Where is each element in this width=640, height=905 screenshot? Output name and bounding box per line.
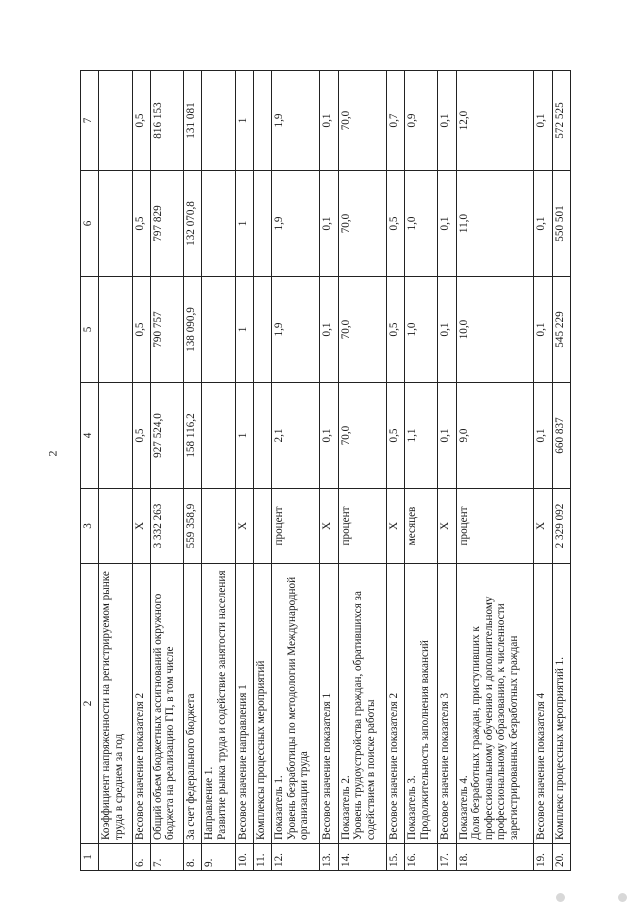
value-col-4: 660 837 (552, 383, 570, 489)
row-number: 6. (132, 844, 150, 871)
table-row (253, 71, 271, 871)
row-number: 12. (272, 844, 320, 871)
value-col-6 (253, 171, 271, 277)
column-header: 1 (81, 844, 99, 871)
indicator-name: Комплекс процессных мероприятий 1. (552, 564, 570, 844)
value-col-6: 70,0 (338, 171, 386, 277)
value-col-7: 1,9 (272, 71, 320, 171)
value-col-6: 0,5 (386, 171, 404, 277)
table-row (272, 71, 320, 871)
value-col-7: 816 153 (150, 71, 183, 171)
indicator-name: Направление 1. Развитие рынка труда и содействие занятости населения (202, 564, 235, 844)
value-col-6: 0,1 (534, 171, 552, 277)
rotated-table-container (80, 71, 571, 871)
table-row (320, 71, 338, 871)
value-col-7 (99, 71, 132, 171)
indicator-name: Весовое значение показателя 1 (320, 564, 338, 844)
value-col-5: 0,1 (320, 277, 338, 383)
unit-or-total: Х (320, 489, 338, 564)
row-number: 9. (202, 844, 235, 871)
value-col-7: 0,1 (534, 71, 552, 171)
unit-or-total (253, 489, 271, 564)
value-col-7: 12,0 (456, 71, 534, 171)
indicator-name: Весовое значение показателя 2 (132, 564, 150, 844)
unit-or-total: месяцев (405, 489, 438, 564)
value-col-4: 2,1 (272, 383, 320, 489)
value-col-7: 0,5 (132, 71, 150, 171)
unit-or-total: 559 358,9 (184, 489, 202, 564)
value-col-5: 70,0 (338, 277, 386, 383)
column-header: 3 (81, 489, 99, 564)
value-col-7: 70,0 (338, 71, 386, 171)
table-row (150, 71, 183, 871)
value-col-6: 1,9 (272, 171, 320, 277)
row-number: 8. (184, 844, 202, 871)
value-col-4 (99, 383, 132, 489)
value-col-7: 0,9 (405, 71, 438, 171)
value-col-4: 70,0 (338, 383, 386, 489)
unit-or-total: Х (438, 489, 456, 564)
value-col-6: 0,5 (132, 171, 150, 277)
indicator-table (80, 70, 571, 871)
value-col-5: 0,1 (438, 277, 456, 383)
unit-or-total: Х (534, 489, 552, 564)
indicator-name: Весовое значение показателя 2 (386, 564, 404, 844)
value-col-4: 0,5 (132, 383, 150, 489)
value-col-5 (202, 277, 235, 383)
indicator-name: Общий объем бюджетных ассигнований окружного бюджета на реализацию ГП, в том числе (150, 564, 183, 844)
value-col-5: 790 757 (150, 277, 183, 383)
value-col-4: 0,1 (320, 383, 338, 489)
unit-or-total: Х (386, 489, 404, 564)
column-header: 2 (81, 564, 99, 844)
indicator-name: Коэффициент напряженности на регистрируемом рынке труда в среднем за год (99, 564, 132, 844)
value-col-5: 0,5 (386, 277, 404, 383)
row-number: 13. (320, 844, 338, 871)
table-row (405, 71, 438, 871)
unit-or-total: 3 332 263 (150, 489, 183, 564)
value-col-5 (253, 277, 271, 383)
table-row (456, 71, 534, 871)
table-row (338, 71, 386, 871)
value-col-4 (202, 383, 235, 489)
value-col-7 (253, 71, 271, 171)
value-col-4: 0,5 (386, 383, 404, 489)
row-number: 14. (338, 844, 386, 871)
value-col-7 (202, 71, 235, 171)
value-col-7: 572 525 (552, 71, 570, 171)
scan-artifact (556, 893, 565, 902)
table-row (386, 71, 404, 871)
row-number: 15. (386, 844, 404, 871)
row-number: 11. (253, 844, 271, 871)
value-col-6 (202, 171, 235, 277)
column-header: 6 (81, 171, 99, 277)
indicator-name: Весовое значение показателя 4 (534, 564, 552, 844)
column-header: 5 (81, 277, 99, 383)
row-number: 7. (150, 844, 183, 871)
value-col-4: 1,1 (405, 383, 438, 489)
value-col-6: 797 829 (150, 171, 183, 277)
value-col-4: 158 116,2 (184, 383, 202, 489)
value-col-6: 550 501 (552, 171, 570, 277)
row-number: 20. (552, 844, 570, 871)
row-number: 10. (235, 844, 253, 871)
value-col-5: 0,1 (534, 277, 552, 383)
table-header-row (81, 71, 99, 871)
value-col-5: 545 229 (552, 277, 570, 383)
value-col-5: 10,0 (456, 277, 534, 383)
value-col-4: 0,1 (438, 383, 456, 489)
row-number: 16. (405, 844, 438, 871)
value-col-6: 1 (235, 171, 253, 277)
unit-or-total (99, 489, 132, 564)
unit-or-total: процент (338, 489, 386, 564)
table-row (552, 71, 570, 871)
value-col-5: 1 (235, 277, 253, 383)
table-row (534, 71, 552, 871)
value-col-4 (253, 383, 271, 489)
indicator-name: За счет федерального бюджета (184, 564, 202, 844)
row-number: 18. (456, 844, 534, 871)
value-col-4: 927 524,0 (150, 383, 183, 489)
value-col-7: 0,1 (438, 71, 456, 171)
table-row (438, 71, 456, 871)
indicator-name: Показатель 3. Продолжительность заполнения вакансий (405, 564, 438, 844)
value-col-5: 0,5 (132, 277, 150, 383)
value-col-7: 1 (235, 71, 253, 171)
table-row (235, 71, 253, 871)
indicator-name: Показатель 4. Доля безработных граждан, приступивших к профессиональному обучению и дополнительному профессиональному образованию, к численности зарегистрированных безработных граждан (456, 564, 534, 844)
value-col-6: 1,0 (405, 171, 438, 277)
value-col-5: 1,9 (272, 277, 320, 383)
value-col-5 (99, 277, 132, 383)
value-col-4: 0,1 (534, 383, 552, 489)
indicator-name: Весовое значение показателя 3 (438, 564, 456, 844)
row-number: 19. (534, 844, 552, 871)
value-col-5: 138 090,9 (184, 277, 202, 383)
scan-artifact (618, 893, 627, 902)
row-number (99, 844, 132, 871)
value-col-7: 0,1 (320, 71, 338, 171)
table-row (99, 71, 132, 871)
value-col-5: 1,0 (405, 277, 438, 383)
unit-or-total: процент (456, 489, 534, 564)
indicator-name: Показатель 1. Уровень безработицы по методологии Международной организации труда (272, 564, 320, 844)
value-col-6: 11,0 (456, 171, 534, 277)
row-number: 17. (438, 844, 456, 871)
table-row (132, 71, 150, 871)
value-col-6 (99, 171, 132, 277)
unit-or-total (202, 489, 235, 564)
unit-or-total: Х (132, 489, 150, 564)
value-col-6: 132 070,8 (184, 171, 202, 277)
indicator-name: Весовое значение направления 1 (235, 564, 253, 844)
value-col-4: 9,0 (456, 383, 534, 489)
value-col-4: 1 (235, 383, 253, 489)
page-number: 2 (45, 450, 60, 457)
value-col-7: 0,7 (386, 71, 404, 171)
unit-or-total: 2 329 092 (552, 489, 570, 564)
value-col-6: 0,1 (438, 171, 456, 277)
value-col-7: 131 081 (184, 71, 202, 171)
unit-or-total: Х (235, 489, 253, 564)
table-row (184, 71, 202, 871)
column-header: 7 (81, 71, 99, 171)
value-col-6: 0,1 (320, 171, 338, 277)
indicator-name: Показатель 2. Уровень трудоустройства граждан, обратившихся за содействием в поиске работы (338, 564, 386, 844)
column-header: 4 (81, 383, 99, 489)
table-row (202, 71, 235, 871)
indicator-name: Комплексы процессных мероприятий (253, 564, 271, 844)
unit-or-total: процент (272, 489, 320, 564)
